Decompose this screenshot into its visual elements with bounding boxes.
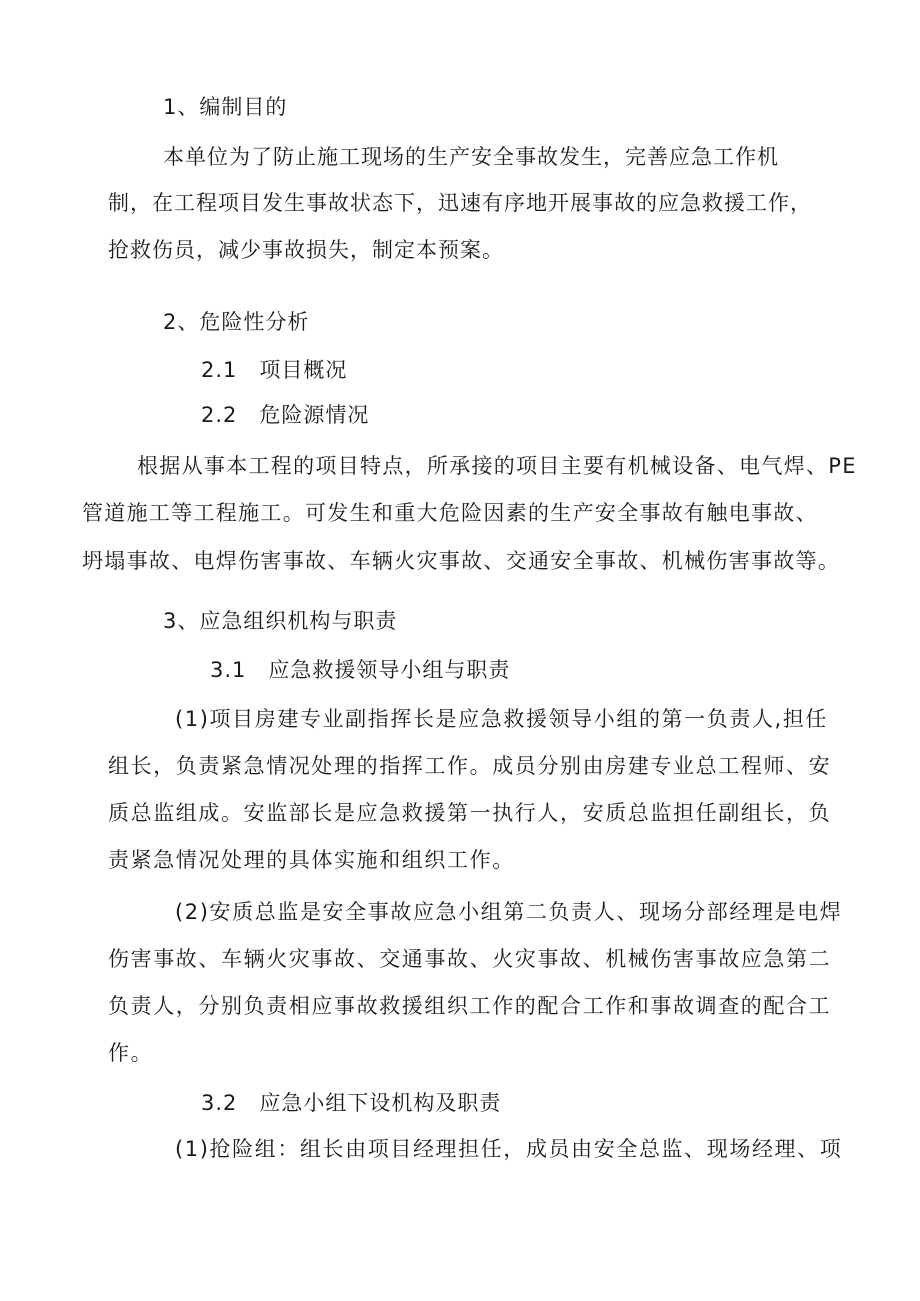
subsection-3-2 bbox=[201, 1088, 501, 1118]
sec1-paragraph-line: 本单位为了防止施工现场的生产安全事故发生，完善应急工作机 bbox=[163, 145, 779, 169]
subsection-3-1 bbox=[210, 655, 510, 685]
section-2-heading: 2、危险性分析 bbox=[163, 310, 310, 334]
sec3-1-item1-line: 质总监组成。安监部长是应急救援第一执行人，安质总监担任副组长，负 bbox=[108, 801, 832, 825]
subsection-number: 3.2 bbox=[201, 1091, 238, 1115]
sec3-1-item1-line: 组长，负责紧急情况处理的指挥工作。成员分别由房建专业总工程师、安 bbox=[108, 754, 832, 778]
sec2-paragraph-line: 根据从事本工程的项目特点，所承接的项目主要有机械设备、电气焊、PE bbox=[137, 454, 857, 478]
sec1-paragraph-line: 制，在工程项目发生事故状态下，迅速有序地开展事故的应急救援工作， bbox=[108, 191, 812, 215]
subsection-2-1 bbox=[201, 355, 347, 385]
subsection-title: 应急救援领导小组与职责 bbox=[268, 658, 511, 682]
subsection-number: 2.1 bbox=[201, 358, 238, 382]
subsection-title: 应急小组下设机构及职责 bbox=[259, 1091, 502, 1115]
subsection-title: 危险源情况 bbox=[259, 403, 370, 427]
sec2-paragraph-line: 管道施工等工程施工。可发生和重大危险因素的生产安全事故有触电事故、 bbox=[82, 501, 818, 525]
sec3-2-item1-line: (1)抢险组：组长由项目经理担任，成员由安全总监、现场经理、项 bbox=[175, 1137, 843, 1161]
subsection-title: 项目概况 bbox=[259, 358, 348, 382]
sec2-paragraph-line: 坍塌事故、电焊伤害事故、车辆火灾事故、交通安全事故、机械伤害事故等。 bbox=[82, 549, 841, 573]
sec3-1-item1-line: (1)项目房建专业副指挥长是应急救援领导小组的第一负责人,担任 bbox=[175, 707, 829, 731]
subsection-number: 3.1 bbox=[210, 658, 247, 682]
section-3-heading: 3、应急组织机构与职责 bbox=[163, 609, 398, 633]
sec1-paragraph-line: 抢救伤员，减少事故损失，制定本预案。 bbox=[108, 238, 504, 262]
sec3-1-item2-line: (2)安质总监是安全事故应急小组第二负责人、现场分部经理是电焊 bbox=[175, 900, 843, 924]
subsection-number: 2.2 bbox=[201, 403, 238, 427]
sec3-1-item1-line: 责紧急情况处理的具体实施和组织工作。 bbox=[108, 848, 515, 872]
section-1-heading: 1、编制目的 bbox=[163, 95, 288, 119]
sec3-1-item2-line: 作。 bbox=[108, 1041, 154, 1065]
sec3-1-item2-line: 负责人，分别负责相应事故救援组织工作的配合工作和事故调查的配合工 bbox=[108, 994, 832, 1018]
subsection-2-2 bbox=[201, 400, 369, 430]
sec3-1-item2-line: 伤害事故、车辆火灾事故、交通事故、火灾事故、机械伤害事故应急第二 bbox=[108, 947, 832, 971]
